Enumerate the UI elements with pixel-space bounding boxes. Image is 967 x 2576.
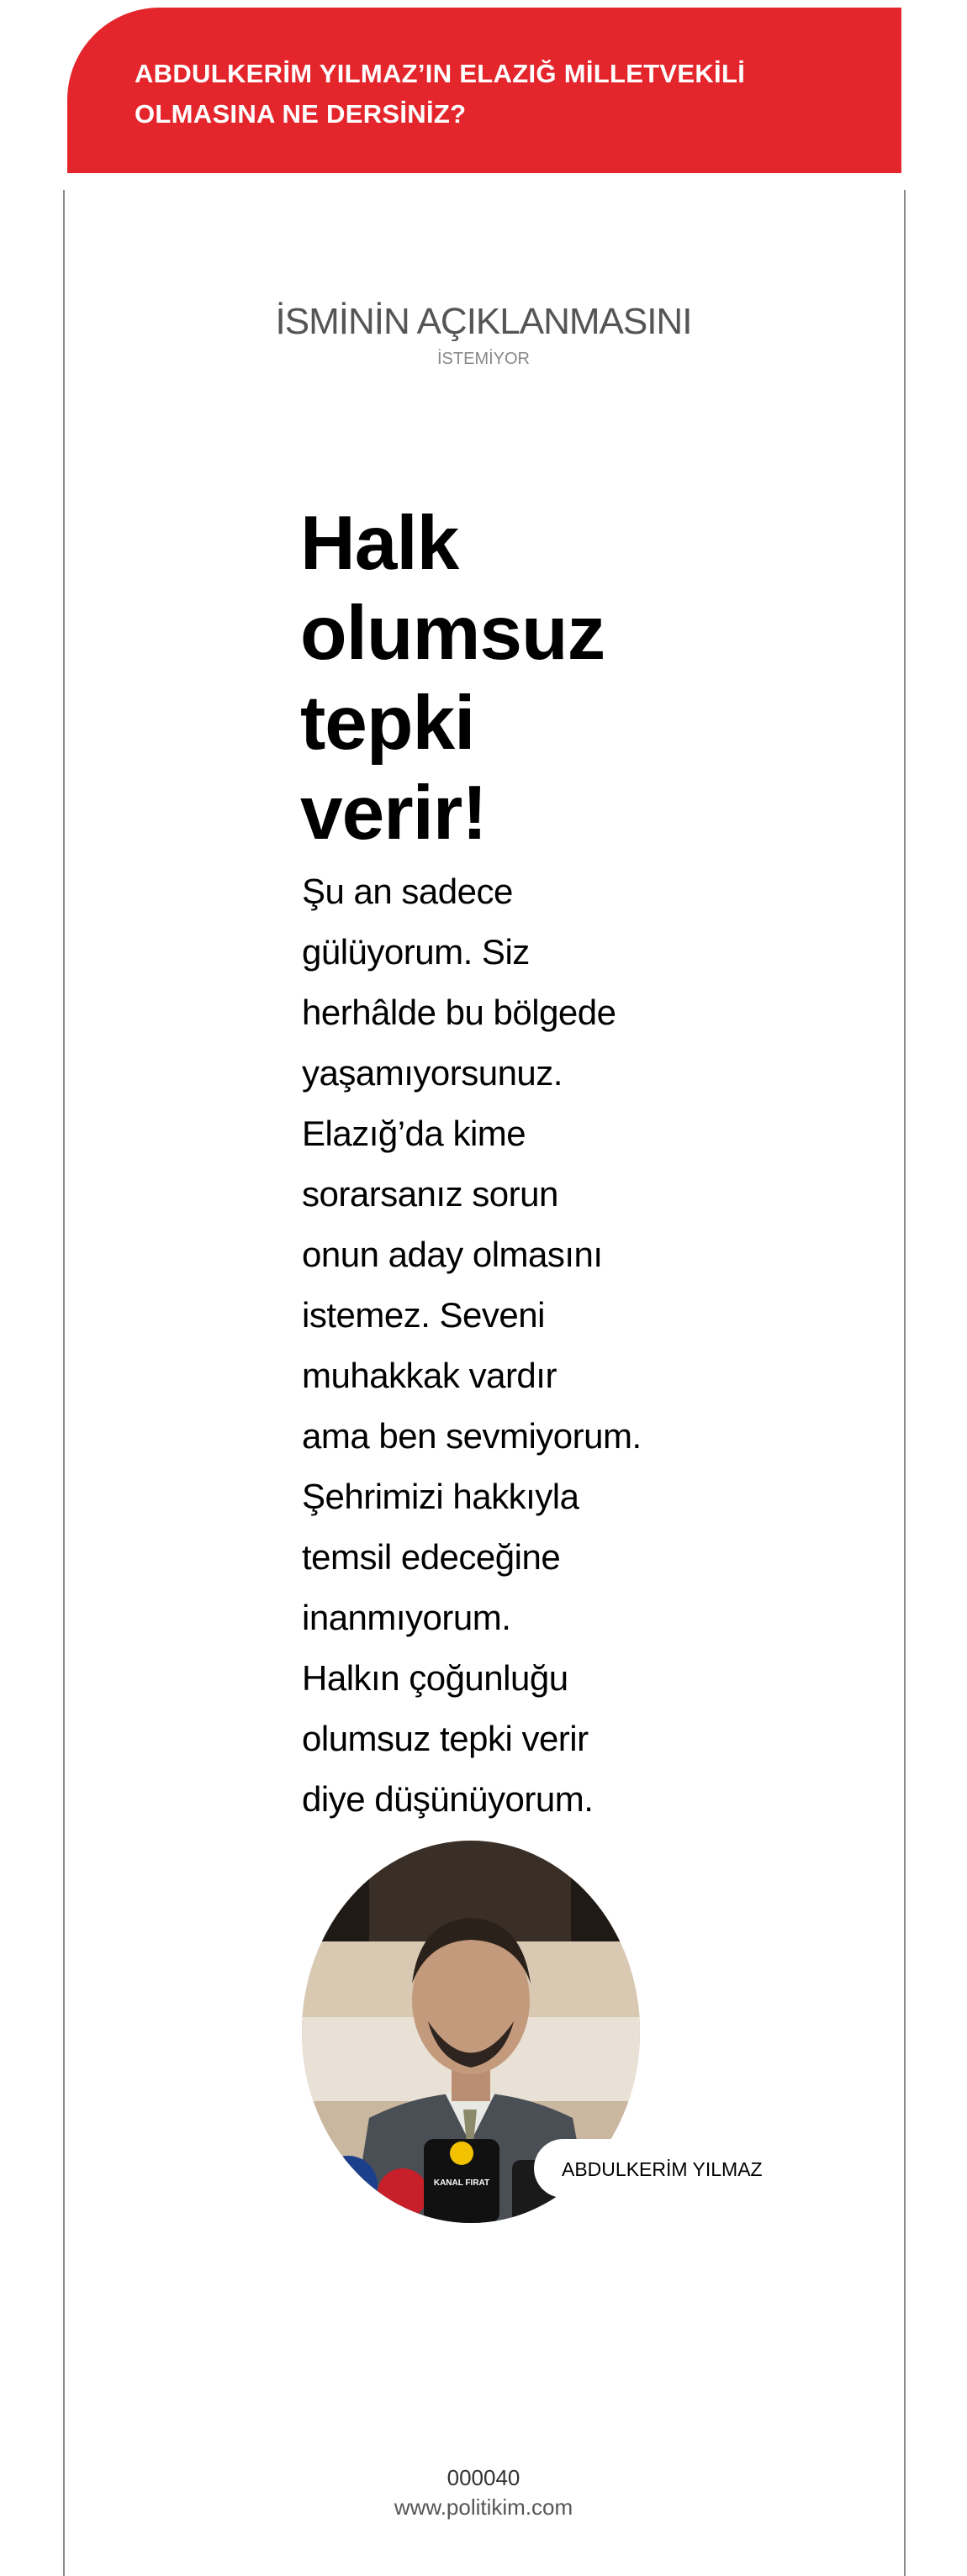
- left-rule: [63, 190, 65, 2576]
- banner-title: ABDULKERİM YILMAZ’IN ELAZIĞ MİLLETVEKİLİ OLMASINA NE DERSİNİZ?: [135, 59, 746, 129]
- right-rule: [904, 190, 906, 2576]
- mic-label: KANAL FIRAT: [433, 2178, 490, 2188]
- photo-caption: ABDULKERİM YILMAZ: [562, 2158, 763, 2180]
- quote-body: Şu an sadece gülüyorum. Siz herhâlde bu bölgede yaşamıyorsunuz. Elazığ’da kime sorarsanız sorun onun aday olmasını istemez. Seveni muhakkak vardır ama ben sevmiyorum. Şehrimizi hakkıyla temsil edeceğine inanmıyorum. Halkın çoğunluğu olumsuz tepki verir diye düşünüyorum.: [302, 872, 642, 1819]
- site-url[interactable]: www.politikim.com: [394, 2494, 573, 2520]
- respondent-name: İSMİNİN AÇIKLANMASINI: [275, 301, 692, 342]
- headline: Halk olumsuz tepki verir!: [300, 501, 605, 856]
- page-code: 000040: [447, 2465, 520, 2490]
- respondent-subtitle: İSTEMİYOR: [436, 350, 530, 368]
- header-banner: [67, 8, 901, 173]
